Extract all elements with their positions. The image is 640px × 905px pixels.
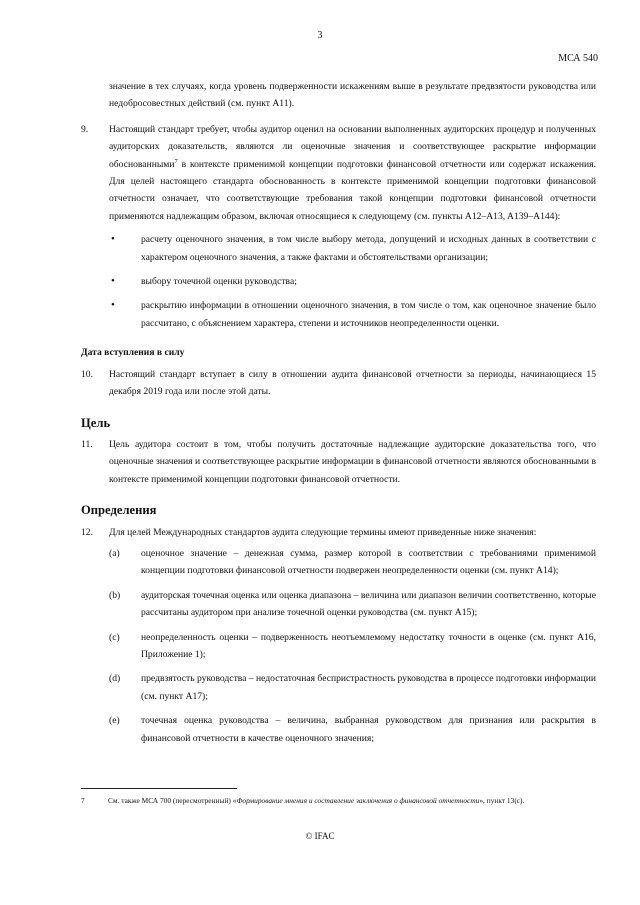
list-item [109,712,596,747]
section-heading-definitions: Определения [81,503,157,518]
paragraph-number: 10. [81,368,93,380]
list-item [109,670,596,705]
list-item [109,545,596,580]
paragraph-text: Настоящий стандарт вступает в силу в отношении аудита финансовой отчетности за периоды, начинающиеся 15 декабря 2019 года или после этой даты. [109,368,596,398]
page-number: 3 [317,30,323,41]
list-item [109,273,596,290]
document-body [81,78,596,754]
section-heading-effective-date: Дата вступления в силу [81,347,185,359]
bullet-icon: • [111,233,115,246]
paragraph-10 [81,366,596,401]
list-item-text: выбору точечной оценки руководства; [141,276,297,288]
footnote-ref: 7 [174,157,178,165]
item-label: (e) [109,715,120,727]
paragraph-number: 12. [81,526,93,538]
paragraph-12 [81,524,596,541]
list-item-text: оценочное значение – денежная сумма, размер которой в соответствии с требованиями применимой концепции подготовки финансовой отчетности подвержен неопределенности оценки (см. пункт A14); [141,547,596,577]
copyright-footer: © IFAC [305,831,335,841]
item-label: (b) [109,589,121,601]
list-item-text: точечная оценка руководства – величина, выбранная руководством для признания или раскрытия в финансовой отчетности в качестве оценочного значения; [141,715,596,744]
paragraph-text: Цель аудитора состоит в том, чтобы получить достаточные надлежащие аудиторские доказательства того, что оценочные значения и соответствующее раскрытие информации в финансовой отчетности являются обоснованными в контексте применимой концепции подготовки финансовой отчетности. [109,438,596,485]
list-item [109,297,596,332]
item-label: (c) [109,631,120,643]
intro-continuation: значение в тех случаях, когда уровень подверженности искажениям выше в результате предвзятости руководства или недобросовестных действий (см. пункт A11). [109,81,596,110]
bullet-icon: • [111,275,115,288]
paragraph-text-part: Настоящий стандарт требует, чтобы аудитор оценил на основании выполненных аудиторских процедур и полученных аудиторских доказательств, являются ли оценочные значения и соответствующее раскрытие информации обоснованными [109,123,596,170]
paragraph-text: Для целей Международных стандартов аудита следующие термины имеют приведенные ниже значения: [109,526,537,538]
standard-code: МСА 540 [558,53,598,64]
list-item-text: расчету оценочного значения, в том числе выбору метода, допущений и исходных данных в соответствии с характером оценочного значения, а также фактами и обстоятельствами организации; [141,234,596,263]
paragraph-text-part: в контексте применимой концепции подготовки финансовой отчетности или содержат искажения. Для целей настоящего стандарта обоснованность в контексте применимой концепции подготовки финансовой отчетности означает, что соответствующие требования такой концепции подготовки финансовой отчетности применяются надлежащим образом, включая относящиеся к следующему (см. пункты A12–A13, A139–A144): [109,158,596,222]
list-item-text: неопределенность оценки – подверженность неотъемлемому недостатку точности в оценке (см. пункт A16, Приложение 1); [141,631,596,660]
paragraph-number: 9. [81,123,89,135]
definitions-list [109,545,596,747]
paragraph-11 [81,436,596,488]
bullet-list [109,231,596,332]
paragraph-9 [81,121,596,225]
list-item-text: аудиторская точечная оценка или оценка диапазона – величина или диапазон величин соответственно, которые рассчитаны аудитором при анализе точечной оценки руководства (см. пункт A15); [141,589,596,619]
footnote [81,795,596,806]
footnote-title: Формирование мнения и составление заключения о финансовой отчетности [236,796,480,805]
section-heading-objective: Цель [81,415,111,430]
footnote-text: », пункт 13(c). [479,796,525,805]
footnote-divider [81,788,237,789]
list-item [109,231,596,266]
bullet-icon: • [111,299,115,312]
footnote-text: См. также МСА 700 (пересмотренный) « [108,796,237,805]
item-label: (a) [109,547,120,559]
item-label: (d) [109,673,121,685]
list-item-text: предвзятость руководства – недостаточная беспристрастность руководства в процессе подготовки информации (см. пункт A17); [141,673,596,702]
list-item-text: раскрытию информации в отношении оценочного значения, в том числе о том, как оценочное значение было рассчитано, с объяснением характера, степени и источников неопределенности оценки. [141,300,596,329]
paragraph-text [109,121,596,225]
paragraph-number: 11. [81,438,93,450]
footnote-number: 7 [81,796,85,805]
list-item [109,587,596,622]
list-item [109,629,596,664]
